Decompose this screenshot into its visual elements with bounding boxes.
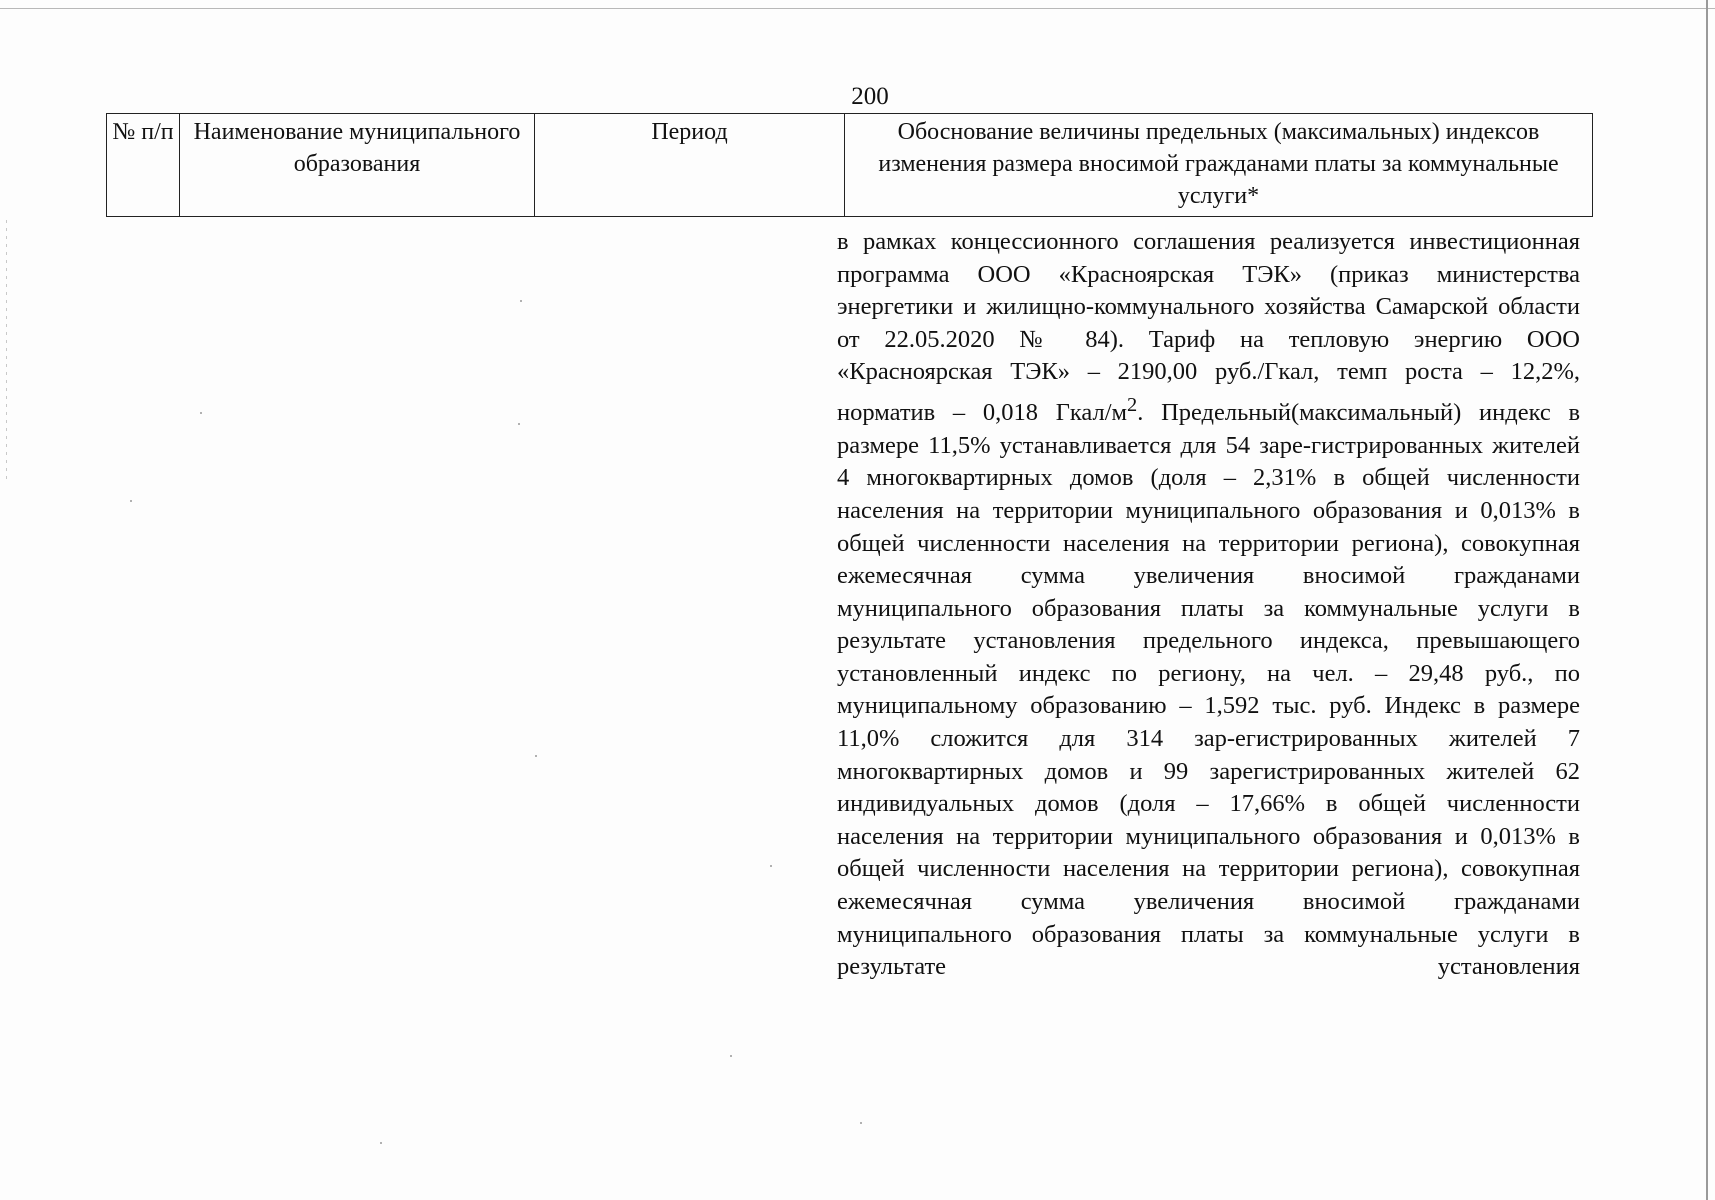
scan-speck xyxy=(520,300,522,302)
scan-speck xyxy=(130,500,132,502)
justification-text xyxy=(837,226,1580,984)
scan-edge-right xyxy=(1706,0,1708,1200)
scan-edge-top xyxy=(0,8,1715,9)
scan-speck xyxy=(860,1122,862,1124)
scan-speck xyxy=(518,423,520,425)
column-header-number: № п/п xyxy=(107,114,180,217)
table-header-row xyxy=(107,114,1593,217)
justification-paragraph xyxy=(837,226,1580,984)
scan-speck xyxy=(200,412,202,414)
justification-text-part-2: . Предельный(максимальный) индекс в размере 11,5% устанавливается для 54 заре-гистрированных жителей 4 многоквартирных домов (доля – 2,31% в общей численности населения на территории муниципального образования и 0,013% в общей численности населения на территории региона), совокупная ежемесячная сумма увеличения вносимой гражданами муниципального образования платы за коммунальные услуги в результате установления предельного индекса, превышающего установленный индекс по региону, на чел. – 29,48 руб., по муниципальному образованию – 1,592 тыс. руб. Индекс в размере 11,0% сложится для 314 зар-егистрированных жителей 7 многоквартирных домов и 99 зарегистрированных жителей 62 индивидуальных домов (доля – 17,66% в общей численности населения на территории муниципального образования и 0,013% в общей численности населения на территории региона), совокупная ежемесячная сумма увеличения вносимой гражданами муниципального образования платы за коммунальные услуги в результате установления xyxy=(837,399,1581,981)
scan-speck xyxy=(730,1055,732,1057)
justification-text-part-1: в рамках концессионного соглашения реализуется инвестиционная программа ООО «Красноярская ТЭК» (приказ министерства энергетики и жилищно-коммунального хозяйства Самарской области от 22.05.2020 № 84). Тариф на тепловую энергию ООО «Красноярская ТЭК» – 2190,00 руб./Гкал, темп роста – 12,2%, норматив – 0,018 Гкал/м xyxy=(837,228,1580,427)
scan-edge-left xyxy=(6,220,7,480)
scan-speck xyxy=(535,755,537,757)
column-header-period: Период xyxy=(535,114,845,217)
column-header-justification: Обоснование величины предельных (максимальных) индексов изменения размера вносимой гражданами платы за коммунальные услуги* xyxy=(845,114,1593,217)
scan-speck xyxy=(380,1142,382,1144)
scan-speck xyxy=(770,865,772,867)
table-header xyxy=(106,113,1593,217)
page-number: 200 xyxy=(851,83,889,110)
superscript-exponent: 2 xyxy=(1127,393,1138,416)
column-header-municipality: Наименование муниципального образования xyxy=(180,114,535,217)
